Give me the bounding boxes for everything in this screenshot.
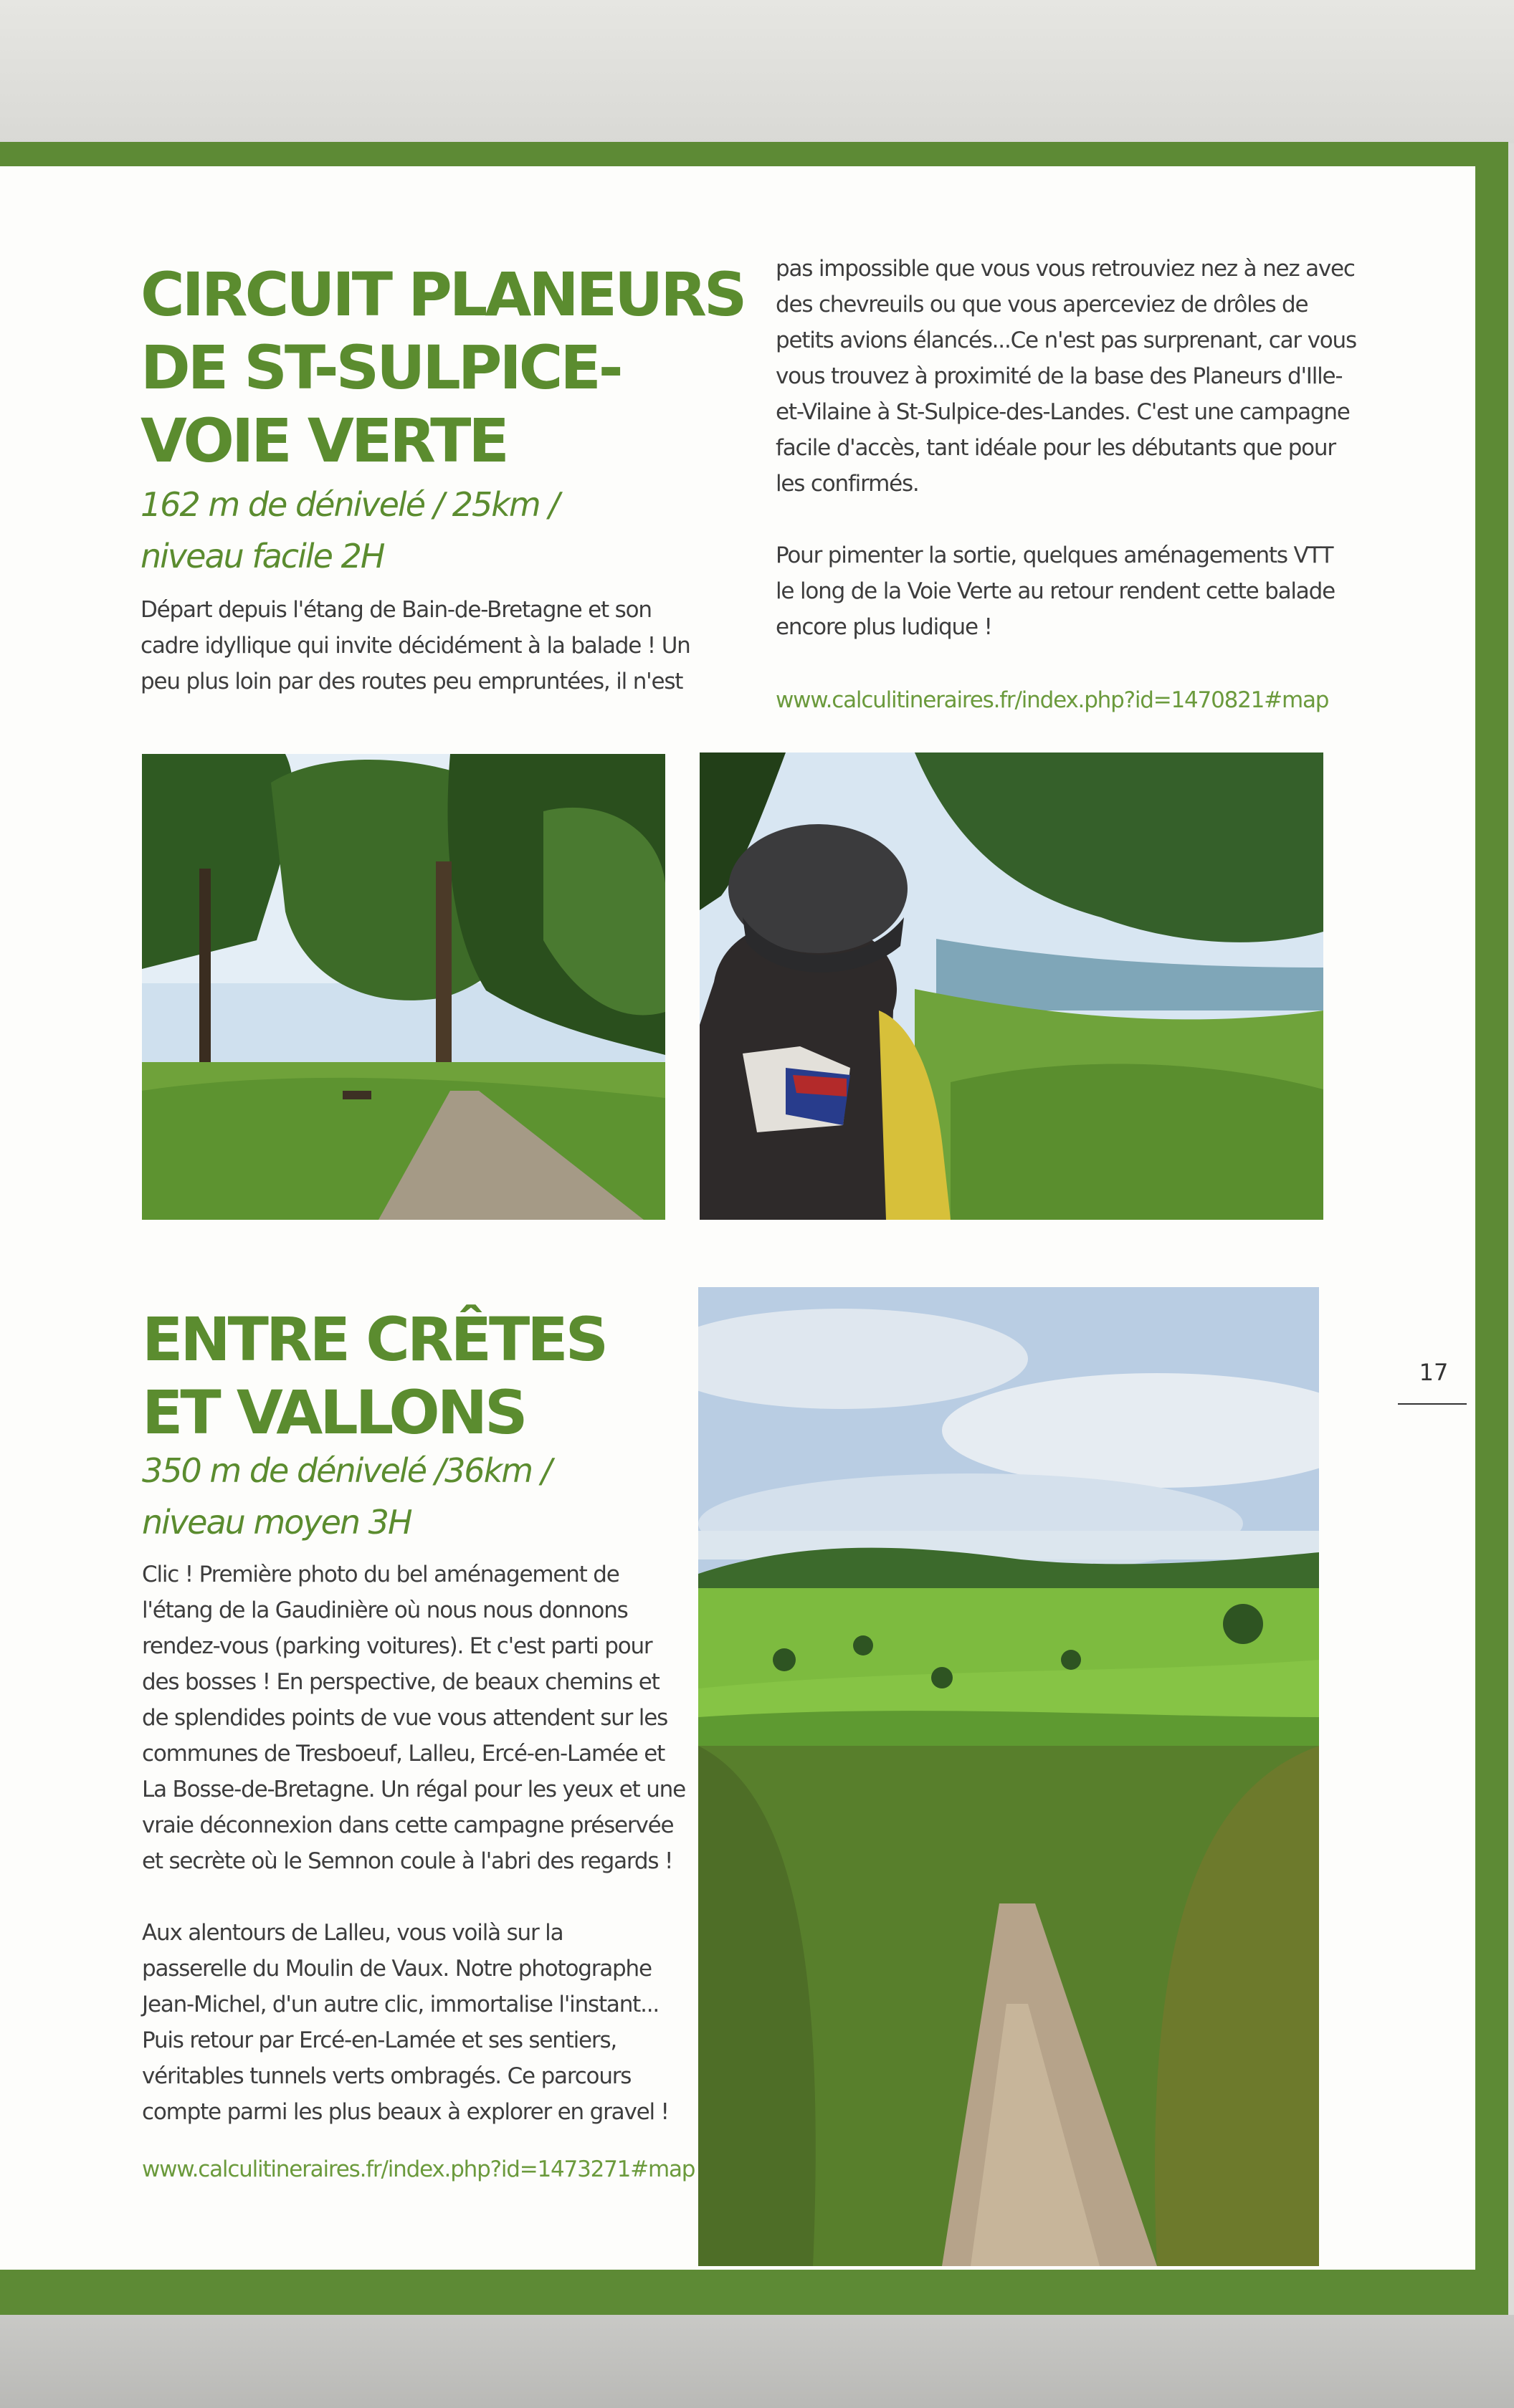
circuit2-paragraph2: Aux alentours de Lalleu, vous voilà sur la passerelle du Moulin de Vaux. Notre photographe Jean-Michel, d'un autre clic, immortalise l'instant... Puis retour par Ercé-en-Lamée et ses sentiers, véritables tunnels verts ombragés. Ce parcours compte parmi les plus beaux à explorer en gravel ! (142, 1920, 669, 2125)
circuit2-paragraph1: Clic ! Première photo du bel aménagement de l'étang de la Gaudinière où nous nous donnons rendez-vous (parking voitures). Et c'est parti pour des bosses ! En perspective, de beaux chemins et de splendides points de vue vous attendent sur les communes de Tresboeuf, Lalleu, Ercé-en-Lamée et La Bosse-de-Bretagne. Un régal pour les yeux et une vraie déconnexion dans cette campagne préservée et secrète où le Semnon coule à l'abri des regards ! (142, 1562, 685, 1874)
circuit1-route-link[interactable]: www.calculitineraires.fr/index.php?id=1470821#map (776, 687, 1329, 713)
circuit2-route-link[interactable]: www.calculitineraires.fr/index.php?id=1473271#map (142, 2156, 695, 2182)
photo-tree-lined-path (142, 754, 665, 1220)
magazine-page (0, 166, 1475, 2270)
scan-background-bottom (0, 2315, 1514, 2408)
circuit1-continuation: pas impossible que vous vous retrouviez nez à nez avec des chevreuils ou que vous aperceviez de drôles de petits avions élancés...Ce n'est pas surprenant, car vous vous trouvez à proximité de la base des Planeurs d'Ille-et-Vilaine à St-Sulpice-des-Landes. C'est une campagne facile d'accès, tant idéale pour les débutants que pour les confirmés. (776, 256, 1356, 497)
page-number: 17 (1419, 1359, 1449, 1386)
page-number-rule (1398, 1403, 1467, 1405)
photo-cyclist-by-lake (700, 752, 1323, 1220)
circuit1-intro: Départ depuis l'étang de Bain-de-Bretagne et son cadre idyllique qui invite décidément à la balade ! Un peu plus loin par des routes peu empruntées, il n'est (141, 597, 690, 694)
scan-background-top (0, 0, 1514, 143)
circuit1-paragraph2: Pour pimenter la sortie, quelques aménagements VTT le long de la Voie Verte au retour rendent cette balade encore plus ludique ! (776, 543, 1335, 640)
circuit2-title: ENTRE CRÊTES ET VALLONS (142, 1304, 606, 1448)
circuit1-title: CIRCUIT PLANEURS DE ST-SULPICE-VOIE VERTE (141, 259, 745, 476)
circuit1-subtitle: 162 m de dénivelé / 25km / niveau facile 2H (141, 485, 558, 575)
photo-countryside-trail (698, 1287, 1319, 2266)
circuit2-subtitle: 350 m de dénivelé /36km / niveau moyen 3H (142, 1451, 551, 1542)
